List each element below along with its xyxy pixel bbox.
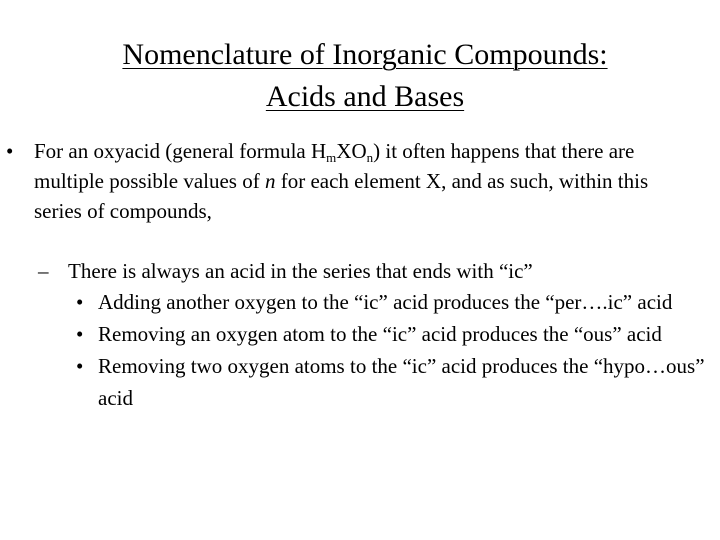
sub-sub-bullet-text: Removing two oxygen atoms to the “ic” acid produces the “hypo…ous” acid [98,354,705,410]
dash-marker: – [38,259,49,283]
sub-sub-bullet-ous [0,318,718,350]
title-line-2: Acids and Bases [265,80,465,113]
sub-bullet-text: There is always an acid in the series that ends with “ic” [68,259,533,283]
slide-body [0,136,720,414]
bullet-marker: • [76,354,84,378]
bullet-text-before: For an oxyacid (general formula H [34,139,327,163]
bullet-text-end: for each element X, and as such, within this series of compounds, [34,169,649,223]
title-line-1: Nomenclature of Inorganic Compounds: [122,38,608,71]
italic-n: n [264,169,276,193]
subscript-n: n [366,150,374,165]
slide-title [0,34,720,118]
bullet-oxyacid [0,136,694,226]
sub-sub-bullet-text: Adding another oxygen to the “ic” acid produces the “per….ic” acid [98,290,673,314]
bullet-marker: • [6,139,14,163]
sub-sub-bullet-per-ic [0,286,718,318]
subscript-m: m [326,150,337,165]
bullet-marker: • [76,290,84,314]
bullet-text-middle: ) it often happens that there are multiple possible values of [34,139,635,193]
sub-sub-bullet-hypo-ous [0,350,718,414]
bullet-marker: • [76,322,84,346]
sub-sub-bullet-text: Removing an oxygen atom to the “ic” acid produces the “ous” acid [98,322,662,346]
formula-xo: XO [336,139,367,163]
sub-bullet-ic-acid [0,256,718,286]
